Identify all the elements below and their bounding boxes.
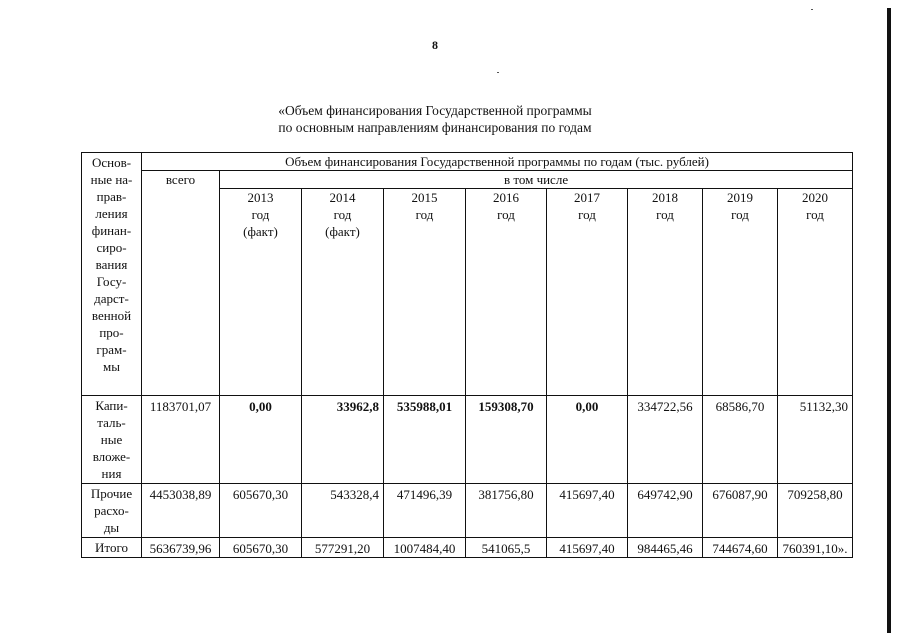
row-label-cell [82,484,142,538]
value-cell-2018: 649742,90 [628,484,703,538]
year-header-2018 [628,189,703,396]
year-header-line: (факт) [325,224,360,239]
value-cell-2016: 381756,80 [466,484,547,538]
row-label-line: ды [103,520,120,535]
year-header-line: 2016 [493,190,519,205]
corner-header-line: вания [95,257,128,272]
total-value-cell: 5636739,96 [142,538,220,558]
year-header-line: год [497,207,515,222]
value-cell-2019: 676087,90 [703,484,778,538]
row-label-line: Итого [95,540,128,555]
scan-speck [497,72,499,73]
page-number: 8 [432,38,438,52]
row-label-cell [82,538,142,558]
year-header-line: год [251,207,270,222]
total-value-cell: 1183701,07 [142,396,220,484]
year-header-2020 [778,189,853,396]
corner-header-line: дарст- [94,291,129,306]
year-header-line: 2019 [727,190,753,205]
row-label-line: таль- [97,415,126,430]
year-header-line: 2018 [652,190,678,205]
financing-table [81,152,853,558]
corner-header-line: мы [103,359,120,374]
corner-header-line: ления [95,206,128,221]
value-cell-2013: 605670,30 [220,538,302,558]
table-row-total [82,538,853,558]
total-value-cell: 4453038,89 [142,484,220,538]
value-cell-2018: 984465,46 [628,538,703,558]
value-cell-2016: 159308,70 [466,396,547,484]
year-header-line: год [806,207,824,222]
corner-header-line: венной [91,308,132,323]
value-cell-2017: 415697,40 [547,538,628,558]
year-header-line: год [578,207,596,222]
value-cell-2019: 744674,60 [703,538,778,558]
document-title [230,102,640,136]
year-header-2019 [703,189,778,396]
row-label-line: ные [100,432,123,447]
scan-margin-bar [887,8,891,633]
year-header-2014 [302,189,384,396]
year-header-line: год [415,207,434,222]
corner-header-line: прав- [96,189,127,204]
year-header-line: 2015 [411,190,438,205]
corner-header-line: Госу- [96,274,127,289]
group-header: Объем финансирования Государственной программы по годам (тыс. рублей) [142,153,853,171]
corner-header-line: сиро- [96,240,127,255]
title-line: по основным направлениям финансирования по годам [278,120,592,135]
value-cell-2020: 51132,30 [778,396,853,484]
year-header-2013 [220,189,302,396]
value-cell-2014: 543328,4 [302,484,384,538]
year-header-line: 2014 [329,190,356,205]
corner-header-line: финан- [91,223,132,238]
value-cell-2018: 334722,56 [628,396,703,484]
year-header-line: год [656,207,674,222]
row-label-cell [82,396,142,484]
value-cell-2016: 541065,5 [466,538,547,558]
value-cell-2013: 605670,30 [220,484,302,538]
year-header-line: 2017 [574,190,600,205]
year-header-2017 [547,189,628,396]
row-label-line: Капи- [95,398,128,413]
corner-header-line: ные на- [90,172,133,187]
year-header-line: (факт) [243,224,278,239]
year-header-2015 [384,189,466,396]
row-label-line: расхо- [94,503,129,518]
corner-header-cell [82,153,142,396]
year-header-line: год [333,207,352,222]
value-cell-2014: 577291,20 [302,538,384,558]
year-header-line: 2020 [802,190,829,205]
sub-header: в том числе [220,171,853,189]
row-label-line: Прочие [90,486,133,501]
value-cell-2017: 415697,40 [547,484,628,538]
row-label-line: вложе- [92,449,131,464]
table-row-other [82,484,853,538]
row-label-line: ния [101,466,122,481]
corner-header-line: про- [99,325,124,340]
value-cell-2017: 0,00 [547,396,628,484]
value-cell-2019: 68586,70 [703,396,778,484]
year-header-line: 2013 [247,190,274,205]
value-cell-2015: 471496,39 [384,484,466,538]
table-row-capital [82,396,853,484]
scan-speck [811,9,813,10]
year-header-line: год [731,207,749,222]
value-cell-2013: 0,00 [220,396,302,484]
year-header-2016 [466,189,547,396]
value-cell-2015: 535988,01 [384,396,466,484]
total-header: всего [142,171,220,396]
value-cell-2014: 33962,8 [302,396,384,484]
value-cell-2015: 1007484,40 [384,538,466,558]
corner-header-line: грам- [96,342,127,357]
value-cell-2020: 709258,80 [778,484,853,538]
corner-header-line: Основ- [91,155,132,170]
title-line: «Объем финансирования Государственной программы [278,103,592,118]
value-cell-2020: 760391,10». [778,538,853,558]
